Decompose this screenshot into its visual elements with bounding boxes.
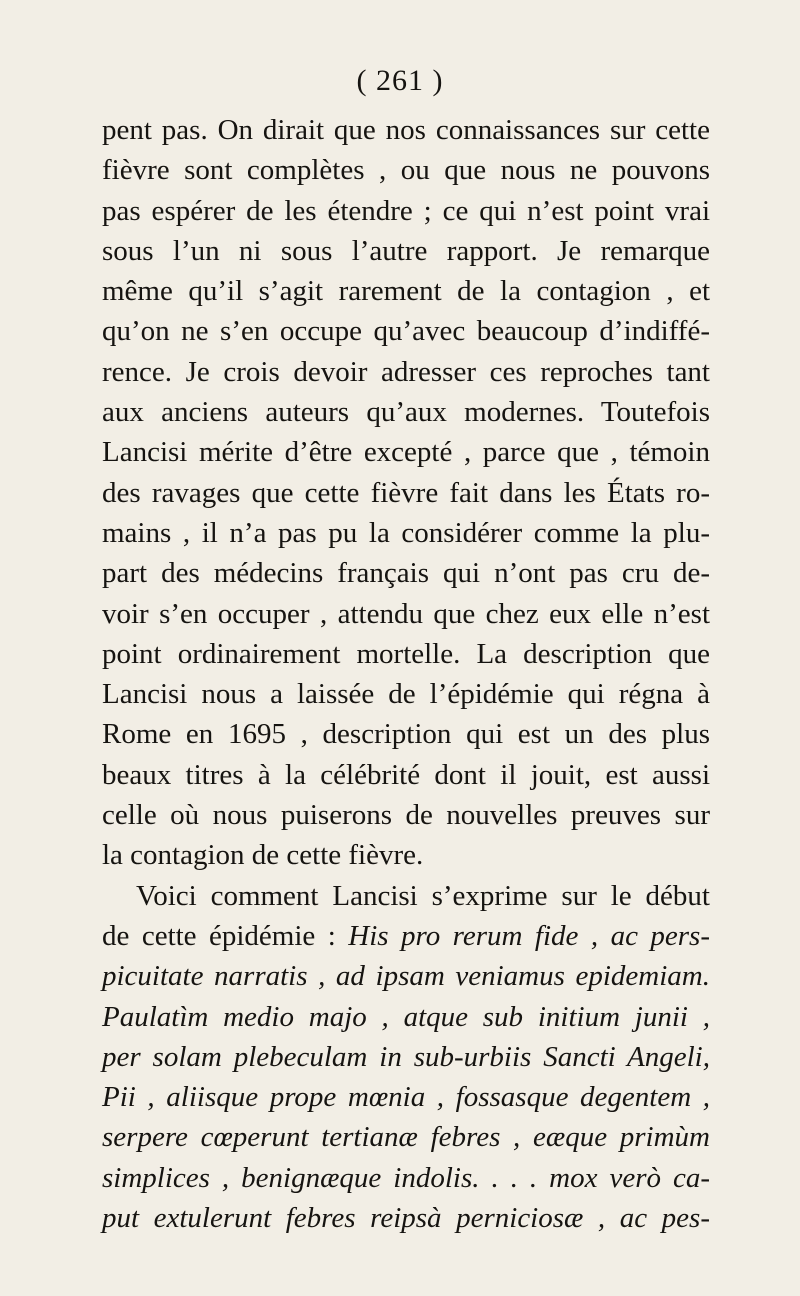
latin-quote-line: per solam plebeculam in sub-urbiis Sancti Angeli, xyxy=(102,1040,710,1073)
page-number: ( 261 ) xyxy=(356,64,444,97)
text-line: pent pas. On dirait que nos connaissances sur cette xyxy=(102,114,710,146)
text-line: part des médecins français qui n’ont pas cru de- xyxy=(102,557,710,590)
text-line: qu’on ne s’en occupe qu’avec beaucoup d’indiffé- xyxy=(102,315,710,348)
text-line: point ordinairement mortelle. La description que xyxy=(102,637,710,670)
text-line: aux anciens auteurs qu’aux modernes. Toutefois xyxy=(102,396,710,429)
paragraph-start-line: Voici comment Lancisi s’exprime sur le début xyxy=(136,879,710,912)
text-line: Lancisi nous a laissée de l’épidémie qui régna à xyxy=(102,678,710,711)
text-line: Lancisi mérite d’être excepté , parce que , témoin xyxy=(102,436,710,469)
text-line: mains , il n’a pas pu la considérer comme la plu- xyxy=(102,516,710,549)
latin-quote-line: Paulatìm medio majo , atque sub initium junii , xyxy=(102,1000,710,1033)
latin-quote-line: serpere cœperunt tertianæ febres , eæque primùm xyxy=(102,1121,710,1154)
latin-quote-line: picuitate narratis , ad ipsam veniamus epidemiam. xyxy=(102,960,710,993)
latin-quote-line: simplices , benignæque indolis. . . . mox verò ca- xyxy=(102,1161,710,1194)
body-text xyxy=(102,110,710,1238)
text-line: celle où nous puiserons de nouvelles preuves sur xyxy=(102,799,710,832)
text-segment: de cette épidémie : xyxy=(102,919,349,952)
text-line: beaux titres à la célébrité dont il jouit, est aussi xyxy=(102,758,710,791)
latin-quote-segment: His pro rerum fide , ac pers- xyxy=(348,919,710,952)
text-line: voir s’en occuper , attendu que chez eux elle n’est xyxy=(102,597,710,630)
text-line: même qu’il s’agit rarement de la contagion , et xyxy=(102,275,710,308)
latin-quote-line: Pii , aliisque prope mœnia , fossasque degentem , xyxy=(102,1081,710,1114)
text-line: rence. Je crois devoir adresser ces reproches tant xyxy=(102,355,710,388)
text-line: sous l’un ni sous l’autre rapport. Je remarque xyxy=(102,234,710,267)
text-line: fièvre sont complètes , ou que nous ne pouvons xyxy=(102,154,710,187)
text-line: Rome en 1695 , description qui est un des plus xyxy=(102,718,710,751)
mixed-text-line xyxy=(102,916,710,956)
latin-quote-line: put extulerunt febres reipsà perniciosæ , ac pes- xyxy=(102,1202,710,1235)
text-line: des ravages que cette fièvre fait dans les États ro- xyxy=(102,476,710,509)
text-line: pas espérer de les étendre ; ce qui n’est point vrai xyxy=(102,194,710,227)
text-line: la contagion de cette fièvre. xyxy=(102,839,424,872)
